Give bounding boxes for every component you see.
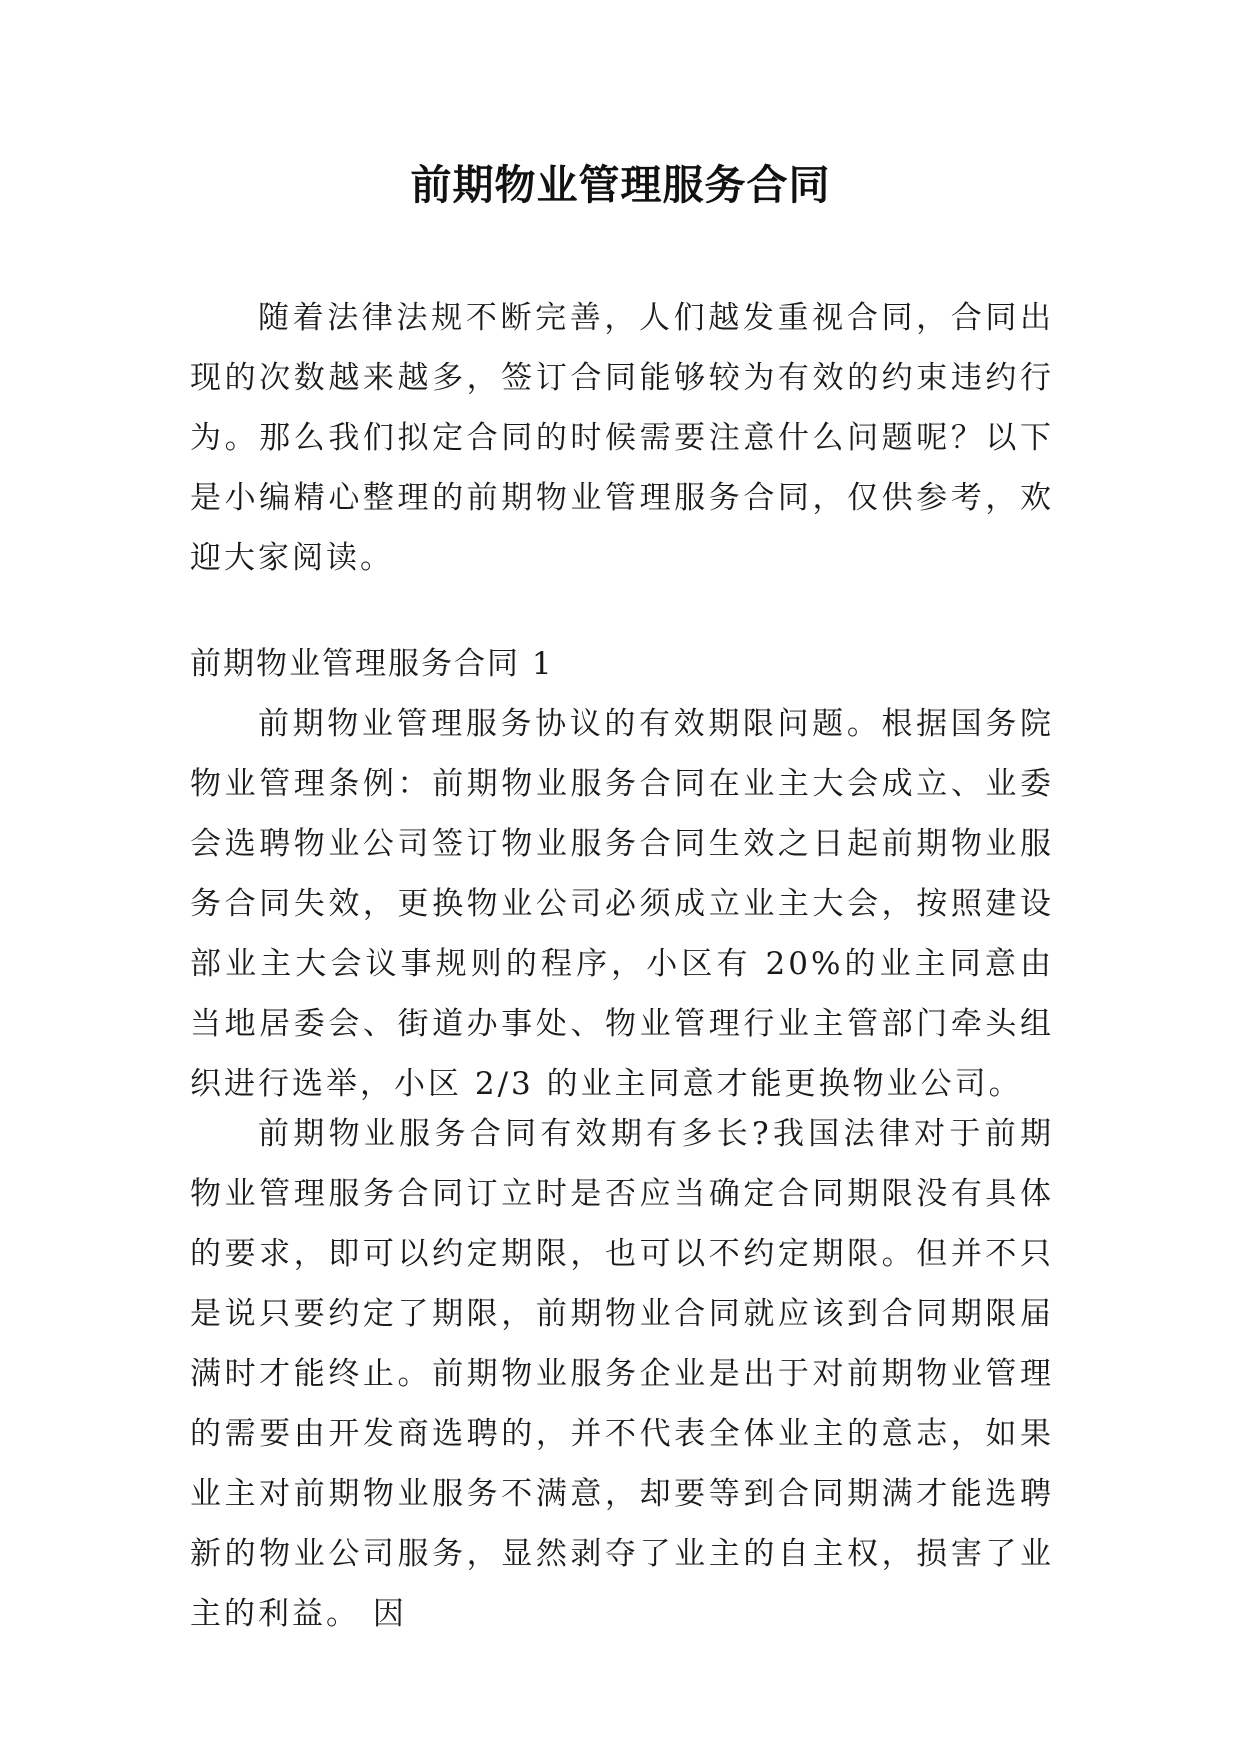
body-paragraph-1: 前期物业管理服务协议的有效期限问题。根据国务院物业管理条例：前期物业服务合同在业主大会成立、业委会选聘物业公司签订物业服务合同生效之日起前期物业服务合同失效，更换物业公司必须成立业主大会，按照建设部业主大会议事规则的程序，小区有 20%的业主同意由当地居委会、街道办事处、物业管理行业主管部门牵头组织进行选举，小区 2/3 的业主同意才能更换物业公司。 (190, 706, 1054, 1102)
section-heading: 前期物业管理服务合同 1 (190, 646, 554, 682)
intro-paragraph: 随着法律法规不断完善，人们越发重视合同，合同出现的次数越来越多，签订合同能够较为有效的约束违约行为。那么我们拟定合同的时候需要注意什么问题呢？以下是小编精心整理的前期物业管理服务合同，仅供参考，欢迎大家阅读。 (190, 300, 1054, 576)
body-paragraph-2: 前期物业服务合同有效期有多长?我国法律对于前期物业管理服务合同订立时是否应当确定合同期限没有具体的要求，即可以约定期限，也可以不约定期限。但并不只是说只要约定了期限，前期物业合同就应该到合同期限届满时才能终止。前期物业服务企业是出于对前期物业管理的需要由开发商选聘的，并不代表全体业主的意志，如果业主对前期物业服务不满意，却要等到合同期满才能选聘新的物业公司服务，显然剥夺了业主的自主权，损害了业主的利益。 因 (190, 1116, 1054, 1632)
document-title: 前期物业管理服务合同 (410, 161, 831, 209)
